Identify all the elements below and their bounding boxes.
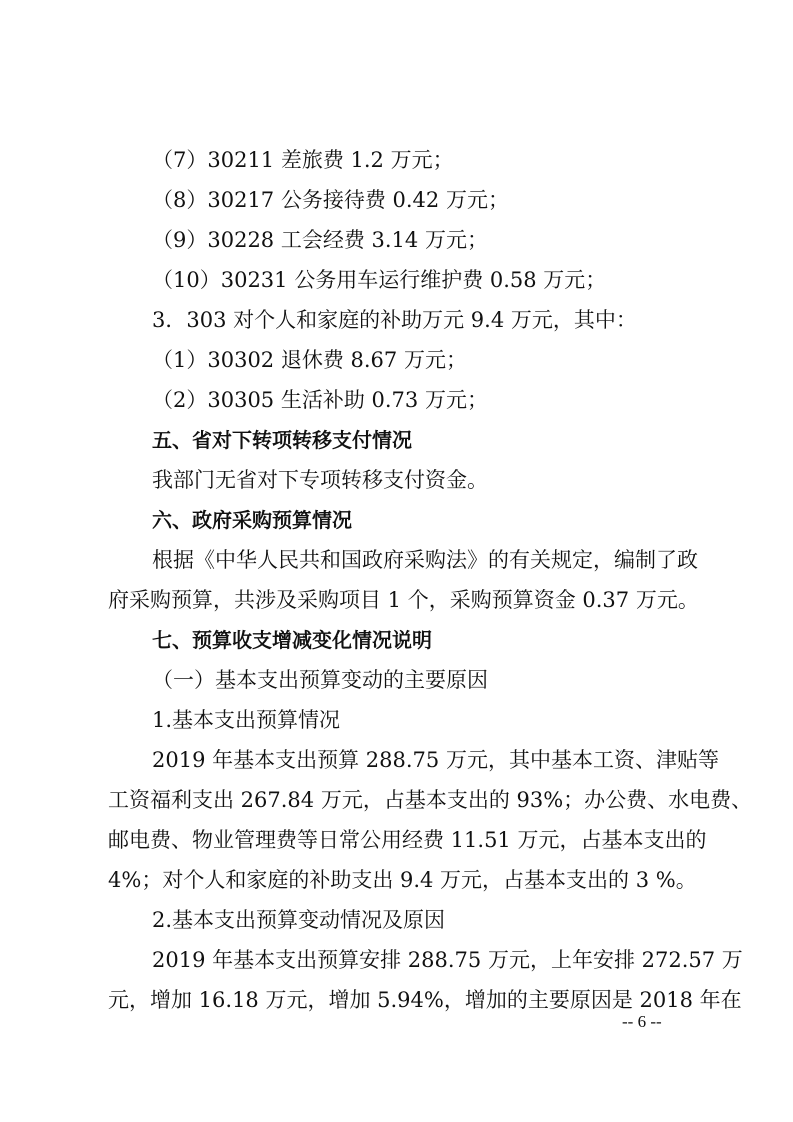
line-travel-expense: （7）30211 差旅费 1.2 万元；: [152, 148, 454, 172]
page-number: -- 6 --: [622, 1012, 662, 1031]
paragraph-basic-line3: 邮电费、物业管理费等日常公用经费 11.51 万元，占基本支出的: [108, 828, 707, 852]
paragraph-change-line1: 2019 年基本支出预算安排 288.75 万元，上年安排 272.57 万: [152, 948, 743, 972]
line-union-fee: （9）30228 工会经费 3.14 万元；: [152, 228, 488, 252]
subheading-basic-budget: 1.基本支出预算情况: [152, 708, 341, 732]
paragraph-basic-line1: 2019 年基本支出预算 288.75 万元，其中基本工资、津贴等: [152, 748, 719, 772]
section-heading-6: 六、政府采购预算情况: [152, 508, 352, 532]
subheading-basic-expenditure: （一）基本支出预算变动的主要原因: [152, 668, 488, 692]
line-vehicle-maintenance: （10）30231 公务用车运行维护费 0.58 万元；: [152, 268, 607, 292]
paragraph-basic-line2: 工资福利支出 267.84 万元，占基本支出的 93%；办公费、水电费、: [108, 788, 753, 812]
paragraph-procurement-line2: 府采购预算，共涉及采购项目 1 个，采购预算资金 0.37 万元。: [108, 588, 699, 612]
paragraph-basic-line4: 4%；对个人和家庭的补助支出 9.4 万元，占基本支出的 3 %。: [108, 868, 697, 892]
line-reception-expense: （8）30217 公务接待费 0.42 万元；: [152, 188, 509, 212]
line-household-subsidy: 3．303 对个人和家庭的补助万元 9.4 万元，其中：: [152, 308, 637, 332]
paragraph-procurement-line1: 根据《中华人民共和国政府采购法》的有关规定，编制了政: [152, 548, 698, 572]
paragraph-change-line2: 元，增加 16.18 万元，增加 5.94%，增加的主要原因是 2018 年在: [108, 988, 742, 1012]
section-heading-7: 七、预算收支增减变化情况说明: [152, 628, 432, 652]
line-retirement-fee: （1）30302 退休费 8.67 万元；: [152, 348, 467, 372]
paragraph-no-transfer: 我部门无省对下专项转移支付资金。: [152, 468, 488, 492]
line-living-subsidy: （2）30305 生活补助 0.73 万元；: [152, 388, 488, 412]
section-heading-5: 五、省对下转项转移支付情况: [152, 428, 412, 452]
subheading-budget-change: 2.基本支出预算变动情况及原因: [152, 908, 446, 932]
